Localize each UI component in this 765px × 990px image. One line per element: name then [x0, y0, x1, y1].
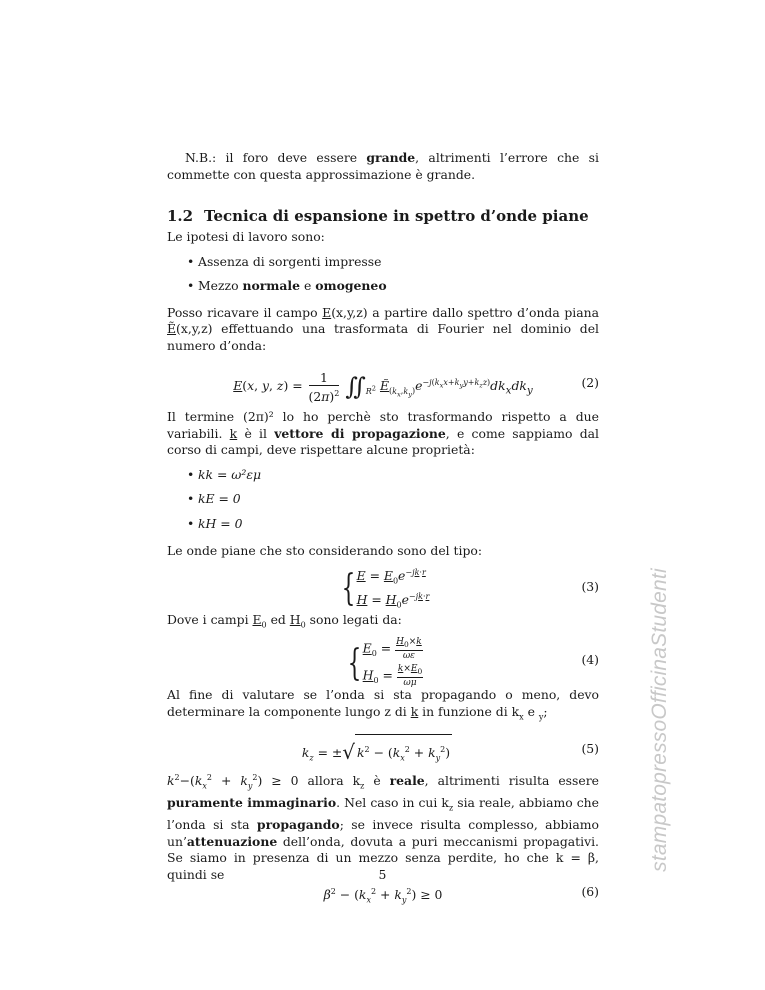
paragraph-field-spectrum [167, 305, 599, 355]
equation-number: (3) [581, 578, 599, 594]
page-body [167, 150, 599, 903]
list-item [167, 491, 599, 508]
section-number: 1.2 [167, 207, 194, 225]
symbol-H0: H [289, 611, 301, 627]
page-number: 5 [378, 867, 387, 882]
list-item [167, 254, 599, 271]
paragraph-related-fields: Dove i campi $E_0$ ed $H_0$ sono legati da: [167, 611, 402, 629]
equation-6: $\beta^2 - (k_x^2 + k_y^2) \ge 0$ (6) [167, 881, 599, 903]
symbol-k: k [229, 425, 238, 441]
paragraph-plane-waves: Le onde piane che sto considerando sono del tipo: [167, 543, 483, 558]
list-item-text: Mezzo [198, 278, 243, 293]
text: (x,y,z) a partire dallo spettro d’onda piana [331, 304, 599, 320]
hyp-intro: Le ipotesi di lavoro sono: [167, 229, 325, 244]
nb-paragraph [167, 150, 599, 183]
text: Posso ricavare il campo [167, 304, 323, 320]
list-item-bold: normale [242, 278, 301, 293]
text: allora k [298, 773, 361, 789]
property-formula: kH = 0 [198, 515, 243, 531]
equation-number: (6) [581, 884, 599, 899]
bold-term: attenuazione [186, 833, 278, 849]
bullet-icon: • [187, 491, 195, 506]
bullet-icon: • [187, 278, 195, 293]
text: sono legati da: [305, 611, 402, 627]
section-heading [167, 206, 599, 226]
bold-term: reale [389, 773, 425, 789]
nb-text-end: , altrimenti l’errore che si commette con questa approssimazione è grande. [167, 150, 599, 182]
nb-bold: grande [366, 150, 416, 165]
property-formula: kk = ω²εμ [198, 466, 262, 482]
property-formula: kE = 0 [198, 491, 241, 506]
properties-list [167, 467, 599, 533]
section-title: Tecnica di espansione in spettro d’onde piane [204, 207, 589, 225]
paragraph-propagation: $k^2-(k_x^2 + k_y^2) \ge 0$ allora $k_z$ è reale, altrimenti risulta essere puramente immaginario. Nel caso in cui $k_z$ sia reale, abbiamo che l’onda si sta propagando; se invece risulta complesso, abbiamo un’attenuazione dell’onda, dovuta a puri meccanismi propagativi. Se siamo in presenza di un mezzo senza perdite, ho che k = β, quindi se [167, 772, 599, 882]
text: , altrimenti risulta essere [424, 773, 599, 789]
text: è il [237, 425, 275, 441]
symbol-E: E [322, 304, 332, 320]
list-item [167, 467, 599, 484]
text: in funzione di k [418, 703, 520, 719]
equation-number: (4) [581, 652, 599, 668]
list-item-bold: omogeneo [315, 278, 387, 293]
text: ; [543, 703, 548, 719]
bullet-icon: • [187, 466, 195, 482]
bold-term: propagando [256, 817, 340, 832]
list-item-text: Assenza di sorgenti impresse [198, 253, 382, 269]
bullet-icon: • [187, 515, 195, 531]
equation-number: (5) [581, 740, 599, 756]
symbol-k: k [410, 703, 419, 719]
symbol-E0: E [252, 611, 262, 627]
paragraph-kz: Al fine di valutare se l’onda si sta propagando o meno, devo determinare la componente lungo z di k in funzione di $k_x$ e $_y$; [167, 687, 599, 722]
watermark: stampatopressoOfficinaStudenti [647, 568, 671, 872]
nb-text: N.B.: il foro deve essere [185, 150, 367, 165]
bullet-icon: • [187, 253, 195, 269]
text: dell’onda, dovuta a puri meccanismi propagativi. Se siamo in presenza di un mezzo senza perdite, ho che k = β, quindi se [167, 833, 599, 882]
equation-5: $k_z$ = ±√ $k^2 - (k_x^2 + k_y^2)$ (5) [167, 734, 599, 764]
text: Dove i campi [167, 611, 253, 627]
hypotheses-list [167, 254, 599, 295]
bold-term: puramente immaginario [167, 795, 337, 811]
list-item-text: e [300, 278, 316, 293]
equation-number: (2) [581, 375, 599, 390]
text: sia reale, abbiamo che l’onda si sta [167, 795, 599, 832]
text: Al fine di valutare se l’onda si sta propagando o meno, devo determinare la componente lungo z di [167, 687, 599, 719]
list-item [167, 278, 599, 295]
text: , e come sappiamo dal corso di campi, deve rispettare alcune proprietà: [167, 425, 599, 457]
bold-term: vettore di propagazione [274, 425, 446, 441]
text: ed [266, 611, 290, 627]
text: ; se invece risulta complesso, abbiamo un’ [167, 817, 599, 849]
text: (x,y,z) effettuando una trasformata di Fourier nel dominio del numero d’onda: [167, 321, 599, 353]
symbol-E-tilde: Ẽ [167, 321, 177, 336]
text: Il termine (2π)² lo ho perchè sto trasformando rispetto a due variabili. [167, 409, 599, 441]
text: . Nel caso in cui k [336, 795, 449, 811]
text: e [523, 703, 539, 719]
equation-3: { $E = E_0e^{-jk\cdot r}$ $H = H_0e^{-jk\cdot r}$ (3) [167, 565, 599, 609]
equation-4: { $E_0$ = $\frac{H_0\times k}{\omega\varepsilon}$ $H_0$ = $\frac{k\times E_0}{\omega\mu}$ (4) [347, 637, 599, 689]
list-item [167, 516, 599, 533]
text: è [364, 773, 390, 789]
paragraph-wavevector [167, 409, 599, 459]
equation-2: E(x, y, z) = $\frac{1}{(2\pi)^2}$ $∬_{R^2}$ $Ẽ_{(k_x,k_y)}e^{-j(k_xx+k_yy+k_zz)}dk_xdk_y$ (2) [167, 363, 599, 403]
